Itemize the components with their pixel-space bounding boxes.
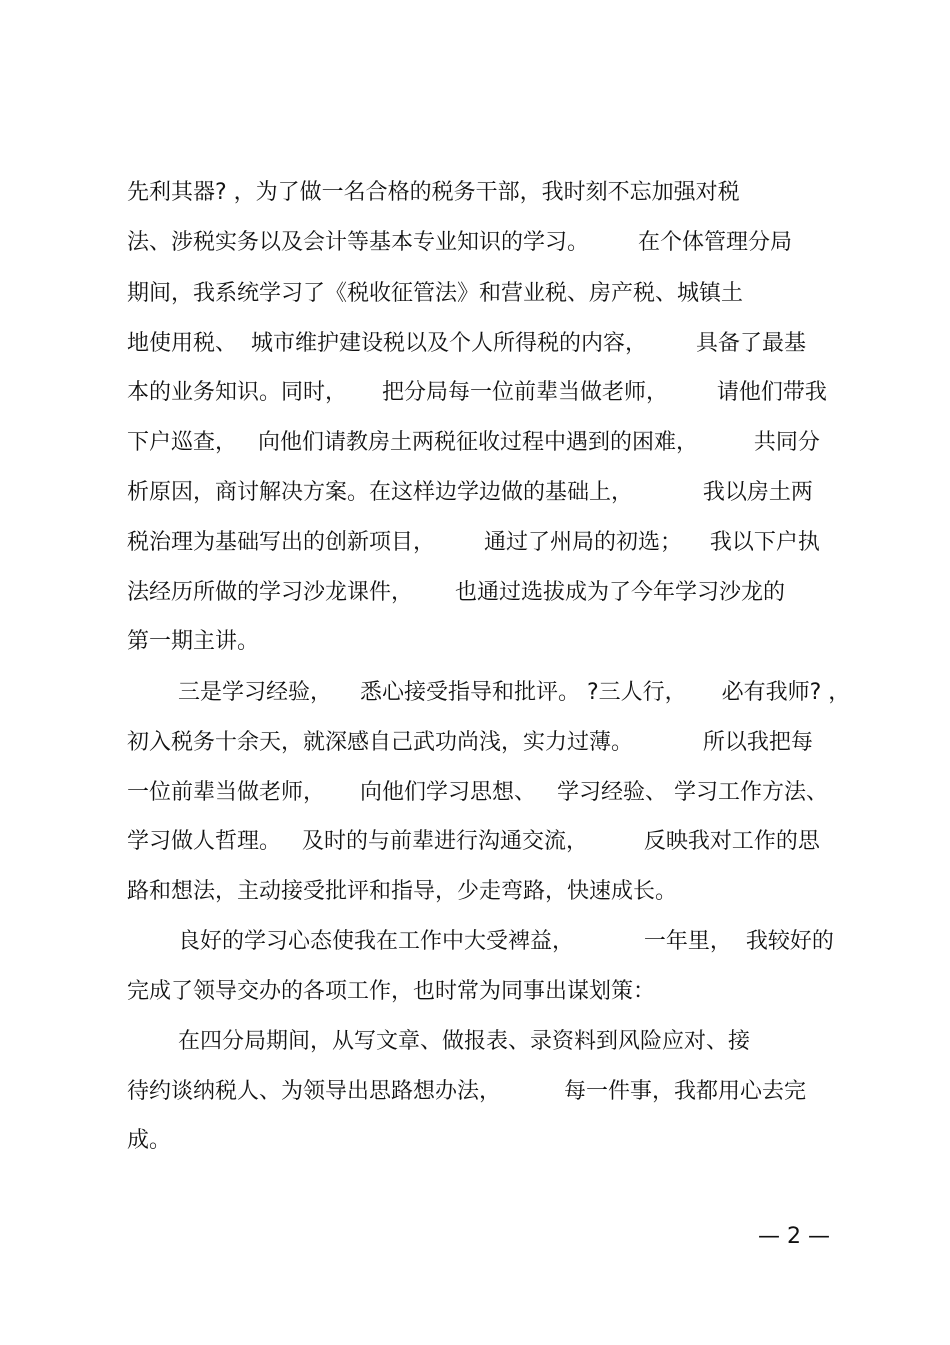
- text-line: 先利其器? ，为了做一名合格的税务干部，我时刻不忘加强对税: [127, 180, 740, 205]
- text-line: 地使用税、 城市维护建设税以及个人所得税的内容， 具备了最基: [127, 331, 806, 356]
- text-line: 期间，我系统学习了《税收征管法》和营业税、房产税、城镇土: [127, 281, 744, 306]
- text-line: 待约谈纳税人、为领导出思路想办法， 每一件事，我都用心去完: [127, 1079, 806, 1104]
- page-number: — 2 —: [758, 1224, 830, 1249]
- text-line: 完成了领导交办的各项工作，也时常为同事出谋划策：: [127, 979, 656, 1004]
- text-line: 一位前辈当做老师， 向他们学习思想、 学习经验、 学习工作方法、: [127, 780, 828, 805]
- text-line: 成。: [127, 1128, 172, 1153]
- text-line: 第一期主讲。: [127, 629, 260, 654]
- paragraph-first-line: 三是学习经验， 悉心接受指导和批评。 ?三人行， 必有我师? ，: [178, 680, 851, 705]
- paragraph-first-line: 良好的学习心态使我在工作中大受裨益， 一年里， 我较好的: [178, 929, 834, 954]
- text-line: 学习做人哲理。 及时的与前辈进行沟通交流， 反映我对工作的思: [127, 829, 820, 854]
- text-line: 下户巡查， 向他们请教房土两税征收过程中遇到的困难， 共同分: [127, 430, 820, 455]
- text-line: 法经历所做的学习沙龙课件， 也通过选拔成为了今年学习沙龙的: [127, 580, 785, 605]
- text-line: 法、涉税实务以及会计等基本专业知识的学习。 在个体管理分局: [127, 230, 792, 255]
- text-line: 税治理为基础写出的创新项目， 通过了州局的初选； 我以下户执: [127, 530, 820, 555]
- paragraph-first-line: 在四分局期间，从写文章、做报表、录资料到风险应对、接: [178, 1029, 751, 1054]
- text-line: 本的业务知识。同时， 把分局每一位前辈当做老师， 请他们带我: [127, 380, 827, 405]
- text-line: 析原因，商讨解决方案。在这样边学边做的基础上， 我以房土两: [127, 480, 813, 505]
- text-line: 路和想法，主动接受批评和指导，少走弯路，快速成长。: [127, 879, 678, 904]
- text-line: 初入税务十余天，就深感自己武功尚浅，实力过薄。 所以我把每: [127, 730, 813, 755]
